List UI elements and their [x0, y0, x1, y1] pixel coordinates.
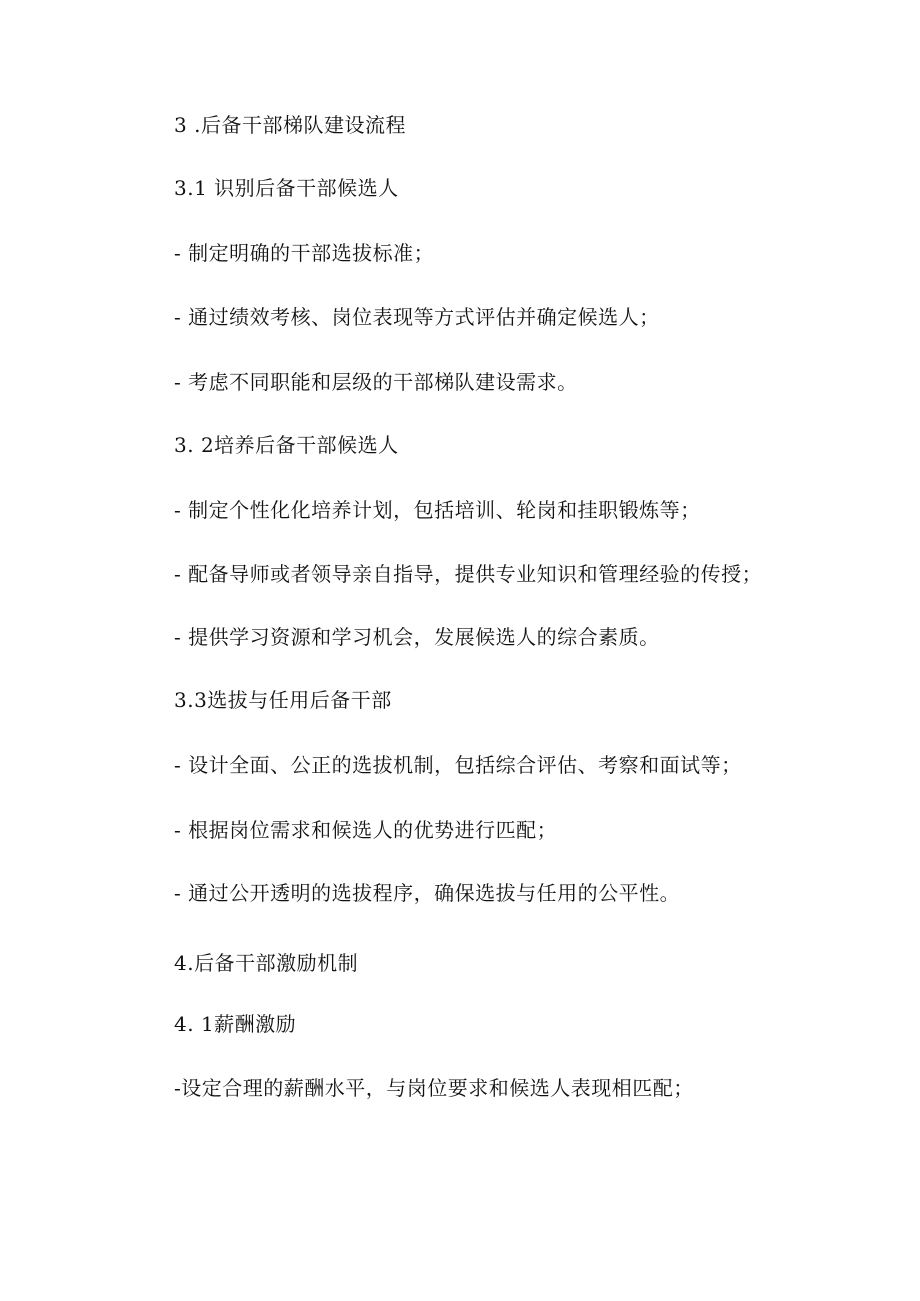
- section-heading-3: 3 .后备干部梯队建设流程: [174, 113, 406, 137]
- list-item: - 通过公开透明的选拔程序，确保选拔与任用的公平性。: [174, 881, 681, 905]
- list-item: - 通过绩效考核、岗位表现等方式评估并确定候选人；: [174, 305, 660, 329]
- subsection-heading-4-1: 4. 1薪酬激励: [174, 1012, 297, 1036]
- list-item: - 制定个性化化培养计划，包括培训、轮岗和挂职锻炼等；: [174, 498, 701, 522]
- subsection-heading-3-3: 3.3选拔与任用后备干部: [174, 688, 392, 712]
- section-heading-4: 4.后备干部激励机制: [174, 951, 359, 975]
- subsection-heading-3-2: 3. 2培养后备干部候选人: [174, 433, 399, 457]
- list-item: - 制定明确的干部选拔标准；: [174, 241, 435, 265]
- list-item: - 考虑不同职能和层级的干部梯队建设需求。: [174, 370, 578, 394]
- list-item: - 根据岗位需求和候选人的优势进行匹配；: [174, 818, 558, 842]
- list-item: -设定合理的薪酬水平，与岗位要求和候选人表现相匹配；: [174, 1076, 694, 1100]
- list-item: - 提供学习资源和学习机会，发展候选人的综合素质。: [174, 625, 660, 649]
- subsection-heading-3-1: 3.1 识别后备干部候选人: [174, 176, 399, 200]
- list-item: - 配备导师或者领导亲自指导，提供专业知识和管理经验的传授；: [174, 562, 763, 586]
- list-item: - 设计全面、公正的选拔机制，包括综合评估、考察和面试等；: [174, 753, 742, 777]
